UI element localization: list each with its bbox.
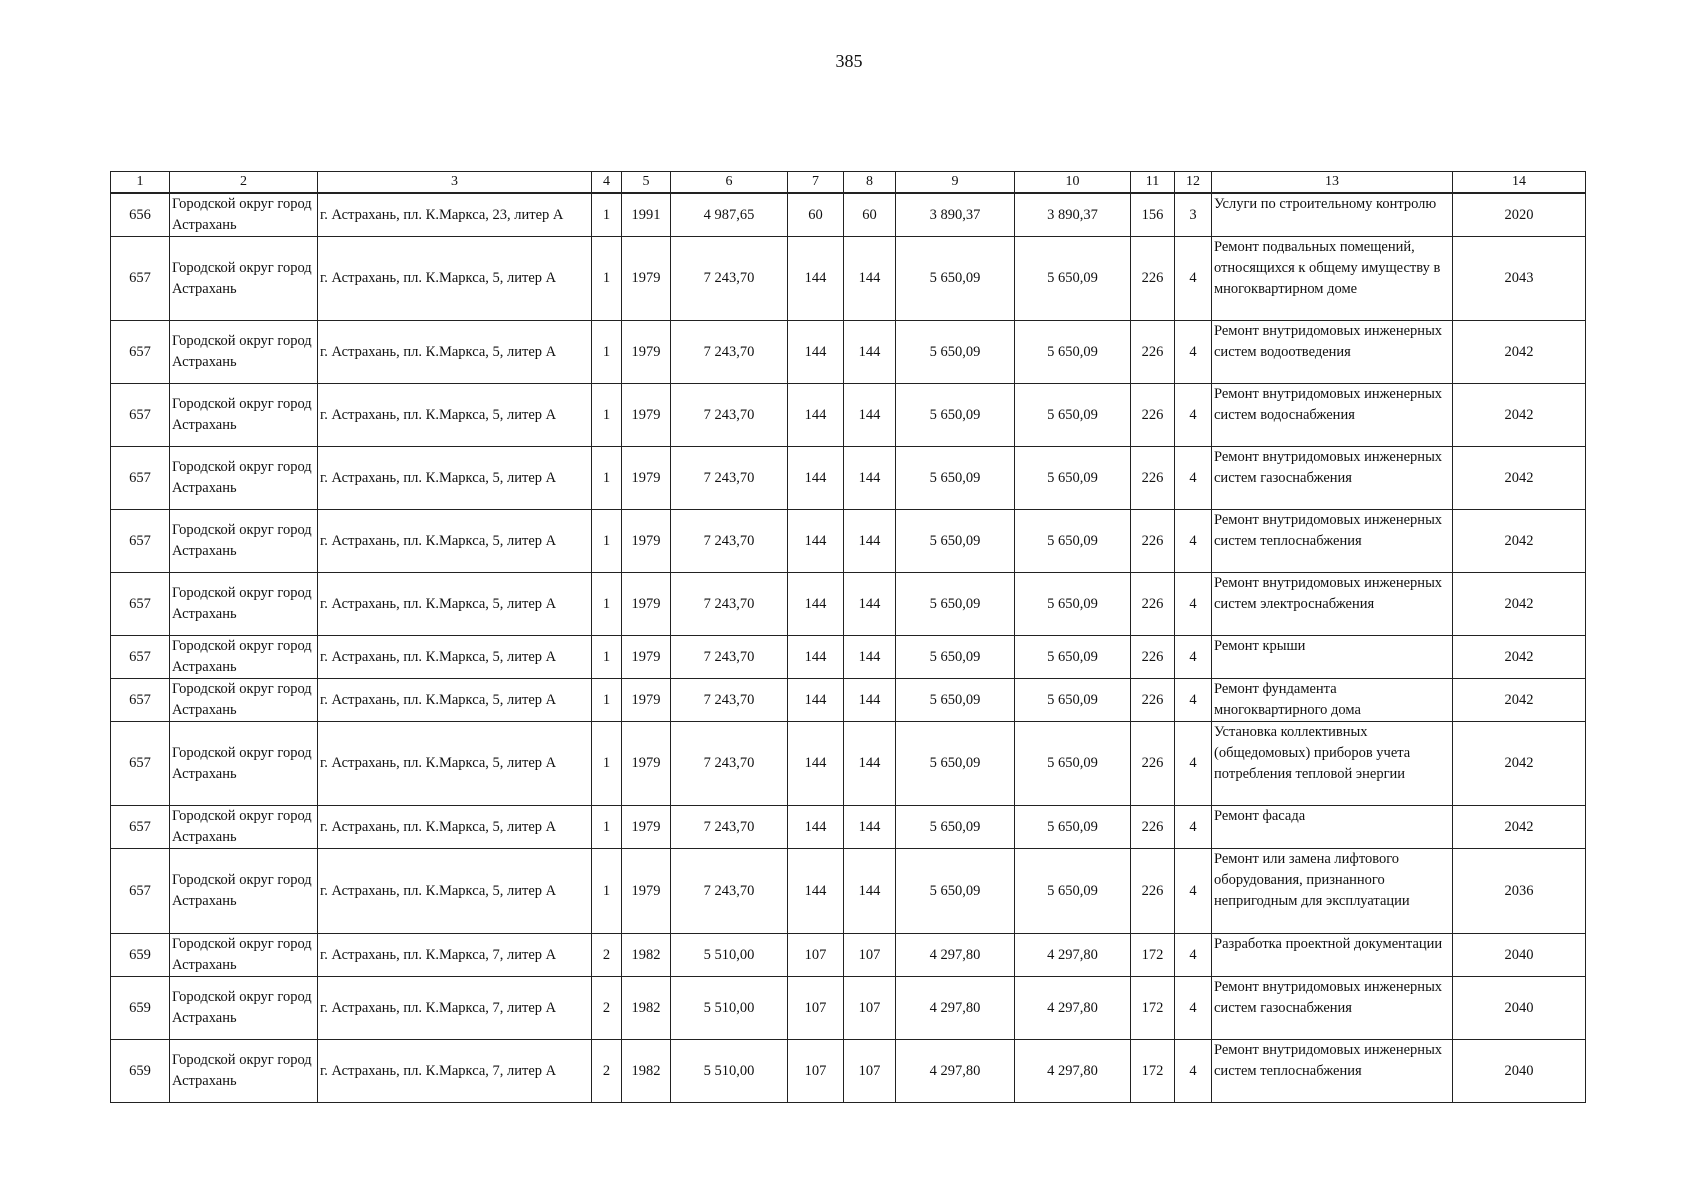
record-number: 657 (111, 679, 170, 722)
cell-col-7: 60 (788, 193, 844, 237)
living-area-1: 5 650,09 (896, 679, 1015, 722)
record-number: 659 (111, 1040, 170, 1103)
living-area-1: 5 650,09 (896, 573, 1015, 636)
total-area: 5 510,00 (671, 934, 788, 977)
living-area-2: 5 650,09 (1015, 384, 1131, 447)
cell-col-8: 107 (844, 977, 896, 1040)
cell-col-8: 144 (844, 510, 896, 573)
total-area: 7 243,70 (671, 849, 788, 934)
planned-year: 2042 (1453, 447, 1586, 510)
total-area: 7 243,70 (671, 510, 788, 573)
residents-count: 172 (1131, 934, 1175, 977)
total-area: 7 243,70 (671, 237, 788, 321)
table-row (111, 977, 1586, 1040)
build-year: 1979 (622, 849, 671, 934)
work-type: Ремонт внутридомовых инженерных систем электроснабжения (1212, 573, 1453, 636)
cell-col-8: 144 (844, 636, 896, 679)
record-number: 657 (111, 849, 170, 934)
living-area-2: 4 297,80 (1015, 934, 1131, 977)
registry-table (110, 171, 1586, 1103)
address: г. Астрахань, пл. К.Маркса, 5, литер А (318, 321, 592, 384)
cell-col-12: 4 (1175, 849, 1212, 934)
planned-year: 2042 (1453, 636, 1586, 679)
cell-col-8: 144 (844, 321, 896, 384)
cell-col-4: 1 (592, 679, 622, 722)
table-row (111, 384, 1586, 447)
residents-count: 226 (1131, 679, 1175, 722)
address: г. Астрахань, пл. К.Маркса, 5, литер А (318, 806, 592, 849)
table-row (111, 722, 1586, 806)
municipality: Городской округ город Астрахань (170, 573, 318, 636)
work-type: Установка коллективных (общедомовых) приборов учета потребления тепловой энергии (1212, 722, 1453, 806)
build-year: 1979 (622, 384, 671, 447)
address: г. Астрахань, пл. К.Маркса, 5, литер А (318, 679, 592, 722)
planned-year: 2042 (1453, 679, 1586, 722)
municipality: Городской округ город Астрахань (170, 237, 318, 321)
total-area: 7 243,70 (671, 722, 788, 806)
cell-col-4: 1 (592, 849, 622, 934)
build-year: 1991 (622, 193, 671, 237)
living-area-1: 5 650,09 (896, 321, 1015, 384)
work-type: Разработка проектной документации (1212, 934, 1453, 977)
municipality: Городской округ город Астрахань (170, 193, 318, 237)
cell-col-7: 107 (788, 977, 844, 1040)
living-area-1: 5 650,09 (896, 447, 1015, 510)
cell-col-4: 1 (592, 573, 622, 636)
cell-col-8: 144 (844, 384, 896, 447)
planned-year: 2042 (1453, 573, 1586, 636)
build-year: 1979 (622, 237, 671, 321)
cell-col-7: 144 (788, 722, 844, 806)
living-area-2: 5 650,09 (1015, 447, 1131, 510)
living-area-1: 4 297,80 (896, 977, 1015, 1040)
cell-col-7: 144 (788, 447, 844, 510)
residents-count: 226 (1131, 384, 1175, 447)
column-header: 11 (1131, 172, 1175, 194)
residents-count: 226 (1131, 806, 1175, 849)
address: г. Астрахань, пл. К.Маркса, 5, литер А (318, 510, 592, 573)
table-row (111, 237, 1586, 321)
column-header: 1 (111, 172, 170, 194)
build-year: 1982 (622, 977, 671, 1040)
cell-col-12: 4 (1175, 679, 1212, 722)
build-year: 1979 (622, 573, 671, 636)
cell-col-12: 4 (1175, 321, 1212, 384)
total-area: 7 243,70 (671, 447, 788, 510)
table-row (111, 447, 1586, 510)
total-area: 4 987,65 (671, 193, 788, 237)
cell-col-8: 144 (844, 806, 896, 849)
planned-year: 2040 (1453, 977, 1586, 1040)
cell-col-4: 1 (592, 510, 622, 573)
column-header: 3 (318, 172, 592, 194)
work-type: Ремонт фундамента многоквартирного дома (1212, 679, 1453, 722)
build-year: 1979 (622, 806, 671, 849)
living-area-1: 3 890,37 (896, 193, 1015, 237)
address: г. Астрахань, пл. К.Маркса, 5, литер А (318, 573, 592, 636)
cell-col-8: 60 (844, 193, 896, 237)
column-header: 2 (170, 172, 318, 194)
planned-year: 2036 (1453, 849, 1586, 934)
build-year: 1979 (622, 722, 671, 806)
planned-year: 2042 (1453, 722, 1586, 806)
record-number: 659 (111, 934, 170, 977)
total-area: 7 243,70 (671, 636, 788, 679)
residents-count: 226 (1131, 237, 1175, 321)
work-type: Ремонт внутридомовых инженерных систем теплоснабжения (1212, 510, 1453, 573)
cell-col-8: 144 (844, 237, 896, 321)
residents-count: 226 (1131, 321, 1175, 384)
record-number: 657 (111, 510, 170, 573)
column-header: 7 (788, 172, 844, 194)
cell-col-12: 4 (1175, 573, 1212, 636)
total-area: 7 243,70 (671, 679, 788, 722)
residents-count: 226 (1131, 510, 1175, 573)
work-type: Ремонт крыши (1212, 636, 1453, 679)
cell-col-7: 144 (788, 237, 844, 321)
living-area-2: 5 650,09 (1015, 510, 1131, 573)
work-type: Ремонт или замена лифтового оборудования, признанного непригодным для эксплуатации (1212, 849, 1453, 934)
cell-col-7: 144 (788, 321, 844, 384)
living-area-1: 5 650,09 (896, 384, 1015, 447)
build-year: 1979 (622, 679, 671, 722)
residents-count: 172 (1131, 977, 1175, 1040)
living-area-2: 5 650,09 (1015, 237, 1131, 321)
residents-count: 226 (1131, 636, 1175, 679)
total-area: 5 510,00 (671, 1040, 788, 1103)
living-area-1: 5 650,09 (896, 636, 1015, 679)
municipality: Городской округ город Астрахань (170, 679, 318, 722)
table-row (111, 510, 1586, 573)
record-number: 657 (111, 321, 170, 384)
planned-year: 2043 (1453, 237, 1586, 321)
cell-col-12: 4 (1175, 934, 1212, 977)
cell-col-4: 1 (592, 237, 622, 321)
cell-col-7: 107 (788, 934, 844, 977)
cell-col-4: 1 (592, 722, 622, 806)
planned-year: 2020 (1453, 193, 1586, 237)
living-area-2: 5 650,09 (1015, 573, 1131, 636)
address: г. Астрахань, пл. К.Маркса, 5, литер А (318, 447, 592, 510)
record-number: 657 (111, 573, 170, 636)
address: г. Астрахань, пл. К.Маркса, 7, литер А (318, 934, 592, 977)
cell-col-8: 144 (844, 573, 896, 636)
municipality: Городской округ город Астрахань (170, 934, 318, 977)
cell-col-7: 144 (788, 679, 844, 722)
page-number: 385 (835, 51, 863, 71)
cell-col-12: 4 (1175, 636, 1212, 679)
cell-col-8: 144 (844, 447, 896, 510)
table-row (111, 636, 1586, 679)
build-year: 1979 (622, 510, 671, 573)
cell-col-4: 1 (592, 193, 622, 237)
table-row (111, 193, 1586, 237)
cell-col-7: 144 (788, 573, 844, 636)
planned-year: 2040 (1453, 1040, 1586, 1103)
record-number: 656 (111, 193, 170, 237)
municipality: Городской округ город Астрахань (170, 1040, 318, 1103)
cell-col-12: 4 (1175, 1040, 1212, 1103)
cell-col-7: 144 (788, 384, 844, 447)
record-number: 657 (111, 237, 170, 321)
address: г. Астрахань, пл. К.Маркса, 5, литер А (318, 636, 592, 679)
cell-col-7: 144 (788, 510, 844, 573)
municipality: Городской округ город Астрахань (170, 321, 318, 384)
build-year: 1982 (622, 1040, 671, 1103)
living-area-1: 5 650,09 (896, 722, 1015, 806)
residents-count: 226 (1131, 722, 1175, 806)
work-type: Ремонт фасада (1212, 806, 1453, 849)
living-area-2: 5 650,09 (1015, 722, 1131, 806)
table-row (111, 849, 1586, 934)
record-number: 657 (111, 447, 170, 510)
cell-col-12: 4 (1175, 977, 1212, 1040)
living-area-2: 5 650,09 (1015, 679, 1131, 722)
cell-col-8: 107 (844, 934, 896, 977)
living-area-1: 5 650,09 (896, 510, 1015, 573)
cell-col-4: 2 (592, 934, 622, 977)
total-area: 7 243,70 (671, 321, 788, 384)
residents-count: 156 (1131, 193, 1175, 237)
cell-col-12: 4 (1175, 806, 1212, 849)
address: г. Астрахань, пл. К.Маркса, 5, литер А (318, 384, 592, 447)
address: г. Астрахань, пл. К.Маркса, 5, литер А (318, 237, 592, 321)
cell-col-7: 144 (788, 849, 844, 934)
cell-col-8: 144 (844, 679, 896, 722)
living-area-1: 5 650,09 (896, 237, 1015, 321)
table-row (111, 934, 1586, 977)
living-area-2: 5 650,09 (1015, 849, 1131, 934)
cell-col-12: 4 (1175, 237, 1212, 321)
table-row (111, 679, 1586, 722)
cell-col-4: 1 (592, 636, 622, 679)
table-row (111, 1040, 1586, 1103)
record-number: 657 (111, 384, 170, 447)
address: г. Астрахань, пл. К.Маркса, 23, литер А (318, 193, 592, 237)
cell-col-4: 1 (592, 447, 622, 510)
cell-col-8: 144 (844, 722, 896, 806)
column-header: 6 (671, 172, 788, 194)
municipality: Городской округ город Астрахань (170, 510, 318, 573)
cell-col-4: 1 (592, 321, 622, 384)
cell-col-12: 3 (1175, 193, 1212, 237)
column-header: 14 (1453, 172, 1586, 194)
work-type: Ремонт внутридомовых инженерных систем водоснабжения (1212, 384, 1453, 447)
living-area-2: 4 297,80 (1015, 1040, 1131, 1103)
municipality: Городской округ город Астрахань (170, 806, 318, 849)
residents-count: 172 (1131, 1040, 1175, 1103)
work-type: Ремонт внутридомовых инженерных систем газоснабжения (1212, 447, 1453, 510)
total-area: 5 510,00 (671, 977, 788, 1040)
build-year: 1979 (622, 636, 671, 679)
cell-col-12: 4 (1175, 722, 1212, 806)
municipality: Городской округ город Астрахань (170, 384, 318, 447)
cell-col-4: 2 (592, 977, 622, 1040)
municipality: Городской округ город Астрахань (170, 977, 318, 1040)
cell-col-4: 1 (592, 806, 622, 849)
planned-year: 2042 (1453, 321, 1586, 384)
living-area-1: 5 650,09 (896, 806, 1015, 849)
planned-year: 2042 (1453, 384, 1586, 447)
column-header: 10 (1015, 172, 1131, 194)
cell-col-12: 4 (1175, 384, 1212, 447)
living-area-2: 5 650,09 (1015, 636, 1131, 679)
residents-count: 226 (1131, 447, 1175, 510)
column-header: 4 (592, 172, 622, 194)
cell-col-7: 144 (788, 806, 844, 849)
build-year: 1979 (622, 321, 671, 384)
work-type: Ремонт внутридомовых инженерных систем газоснабжения (1212, 977, 1453, 1040)
cell-col-4: 2 (592, 1040, 622, 1103)
total-area: 7 243,70 (671, 573, 788, 636)
residents-count: 226 (1131, 573, 1175, 636)
table-row (111, 573, 1586, 636)
living-area-2: 3 890,37 (1015, 193, 1131, 237)
planned-year: 2042 (1453, 510, 1586, 573)
total-area: 7 243,70 (671, 384, 788, 447)
column-header: 12 (1175, 172, 1212, 194)
address: г. Астрахань, пл. К.Маркса, 7, литер А (318, 977, 592, 1040)
work-type: Ремонт внутридомовых инженерных систем водоотведения (1212, 321, 1453, 384)
living-area-2: 4 297,80 (1015, 977, 1131, 1040)
record-number: 657 (111, 722, 170, 806)
cell-col-7: 144 (788, 636, 844, 679)
living-area-2: 5 650,09 (1015, 806, 1131, 849)
address: г. Астрахань, пл. К.Маркса, 7, литер А (318, 1040, 592, 1103)
record-number: 657 (111, 806, 170, 849)
living-area-2: 5 650,09 (1015, 321, 1131, 384)
table-header (111, 172, 1586, 194)
cell-col-12: 4 (1175, 447, 1212, 510)
address: г. Астрахань, пл. К.Маркса, 5, литер А (318, 722, 592, 806)
column-header: 9 (896, 172, 1015, 194)
municipality: Городской округ город Астрахань (170, 636, 318, 679)
living-area-1: 4 297,80 (896, 934, 1015, 977)
table-row (111, 806, 1586, 849)
planned-year: 2042 (1453, 806, 1586, 849)
table-row (111, 321, 1586, 384)
residents-count: 226 (1131, 849, 1175, 934)
column-header: 5 (622, 172, 671, 194)
cell-col-4: 1 (592, 384, 622, 447)
record-number: 659 (111, 977, 170, 1040)
municipality: Городской округ город Астрахань (170, 722, 318, 806)
build-year: 1979 (622, 447, 671, 510)
record-number: 657 (111, 636, 170, 679)
cell-col-12: 4 (1175, 510, 1212, 573)
municipality: Городской округ город Астрахань (170, 447, 318, 510)
column-header: 13 (1212, 172, 1453, 194)
cell-col-8: 107 (844, 1040, 896, 1103)
work-type: Ремонт подвальных помещений, относящихся к общему имуществу в многоквартирном доме (1212, 237, 1453, 321)
build-year: 1982 (622, 934, 671, 977)
address: г. Астрахань, пл. К.Маркса, 5, литер А (318, 849, 592, 934)
cell-col-8: 144 (844, 849, 896, 934)
column-header: 8 (844, 172, 896, 194)
table-body (111, 193, 1586, 1103)
living-area-1: 5 650,09 (896, 849, 1015, 934)
municipality: Городской округ город Астрахань (170, 849, 318, 934)
work-type: Услуги по строительному контролю (1212, 193, 1453, 237)
work-type: Ремонт внутридомовых инженерных систем теплоснабжения (1212, 1040, 1453, 1103)
total-area: 7 243,70 (671, 806, 788, 849)
planned-year: 2040 (1453, 934, 1586, 977)
living-area-1: 4 297,80 (896, 1040, 1015, 1103)
cell-col-7: 107 (788, 1040, 844, 1103)
